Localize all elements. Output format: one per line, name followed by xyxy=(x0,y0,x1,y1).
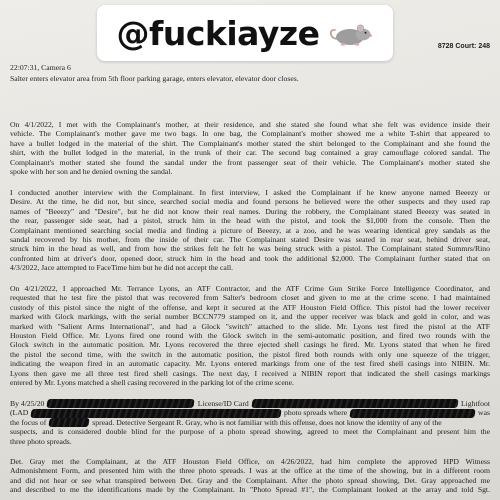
paragraph-interview xyxy=(10,188,490,273)
log-entry: Salter enters elevator area from 5th floor parking garage, enters elevator, elevator door closes. xyxy=(10,74,299,83)
text-line: names of "Beeezy" and "Desire", but he did not know their real names. During the robbery, the Complainant stated Beeezy was seated in xyxy=(10,206,490,216)
text-line: On 4/1/2022, I met with the Complainant's mother, at their residence, and she stated she found what she felt was evidence inside their xyxy=(10,120,490,129)
paragraph-photo-spread-redacted xyxy=(10,399,490,446)
watermark-banner xyxy=(97,5,393,61)
text-line: Det. Gray met the Complainant, at the ATF Houston Field Office, on 4/26/2022, had him complete the approved HPD Witness xyxy=(10,457,490,466)
text-line: Lyons then gave me all three test fired shell casings. The next day, I received a NIBIN report that indicated the shell casings markings xyxy=(10,368,490,378)
text-line: On 4/21/2022, I approached Mr. Terrance Lyons, an ATF Contractor, and the ATF Crime Gun Strike Force Intelligence Coordinator, and xyxy=(10,284,490,293)
text-fragment: License/ID Card xyxy=(197,399,249,408)
text-line: suspects, and is considered double blind for the purpose of a photo spread showing, agreed to meet the Complainant and present him the xyxy=(10,427,490,437)
text-line: marked with Glock markings, with the serial number BCCN779 stamped on it, and the upper receiver was black and gold in color, and was xyxy=(10,312,490,322)
redaction-mark xyxy=(350,409,476,418)
text-line: entered by Mr. Lyons matched a shell casing recovered in the parking lot of the crime scene. xyxy=(10,377,294,387)
redaction-mark xyxy=(31,409,282,418)
text-line: have a bullet lodged in the material of the shirt. The Complainant's mother stated the shirt belonged to the Complainant and she found the xyxy=(10,138,490,148)
text-fragment: was xyxy=(478,408,490,418)
text-line: and did not hear or see what transpired between Det. Gray and the Complainant. After the photo spread showing, Det. Gray approached me xyxy=(10,475,490,485)
paragraph-showing xyxy=(10,457,490,495)
text-line: indicating the weapon fired in an automatic capacity. Mr. Lyons entered markings from one of the test fired shell casings into NIBIN. Mr. xyxy=(10,359,490,369)
text-line: Complainant's mother stated she found the sandal under the front passenger seat of their vehicle. The Complainant's mother stated she xyxy=(10,157,490,167)
watermark-handle: @fuckiayze xyxy=(116,13,320,53)
text-line: spoke with her son and he denied owning the sandal. xyxy=(10,166,173,176)
redacted-line xyxy=(10,408,490,417)
text-fragment: (LAD xyxy=(10,408,29,418)
text-line: vehicle. The Complainant's mother gave me two bags. In one bag, the Complainant's mother showed me a white T-shirt that appeared to xyxy=(10,129,490,139)
redaction-mark xyxy=(49,418,90,427)
text-line: Desire. At the time, he did not, but since, searched social media and found persons he believed were the other suspects and they used rap xyxy=(10,197,490,207)
redaction-mark xyxy=(47,399,196,408)
text-line: three photo spreads. xyxy=(10,436,72,446)
case-reference: 8728 Court: 248 xyxy=(437,43,490,50)
text-line: requested that he test fire the pistol that was recovered from Salter's bedroom closet and given to me at the crime scene. I had maintained xyxy=(10,293,490,303)
text-line: sandal recovered by his mother, from the inside of their car. The Complainant stated Desire was seated in rear seat, behind driver seat, xyxy=(10,234,490,244)
rat-icon xyxy=(328,17,374,49)
text-line: struck him in the head as well, and from how the strikes felt he felt he was being struck with a pistol. The Complainant stated Summrs/Rino xyxy=(10,244,490,254)
text-fragment: photo spreads where xyxy=(284,408,348,418)
text-line: Glock switch in the automatic position. Mr. Lyons recovered the three ejected shell casings he fired. Mr. Lyons stated that when he fired xyxy=(10,340,490,350)
text-line: confronted him at driver's door, opened door, struck him in the head and took the additional $2,000. The Complainant further stated that on xyxy=(10,253,490,263)
text-line: and described to me the identifications made by the Complainant. In "Photo Spread #1", the Complainant looked at the array and told Sgt. xyxy=(10,485,490,495)
text-line: the rear, passenger side seat, had a pistol, struck him in the head with the pistol, and took the $1,000 from the console. Then the xyxy=(10,216,490,226)
text-line: marked with "Salient Arms International", and had a Glock "switch" attached to the slide. Mr. Lyons test fired the pistol at the ATF xyxy=(10,321,490,331)
text-fragment: spread. Detective Sergeant R. Gray, who is not familiar with this offense, does not know the identity of any of the xyxy=(92,417,442,427)
text-line: shirt, with the bullet lodged in the material, in the trunk of their car. The second bag contained a gray camouflage colored sandal. The xyxy=(10,148,490,158)
text-line: custody of this pistol since the night of the offense, and kept it secured at the ATF Houston Field Office. This pistol had the lower receiver xyxy=(10,302,490,312)
redacted-line xyxy=(10,399,490,408)
paragraph-evidence xyxy=(10,120,490,176)
redacted-line xyxy=(10,418,490,427)
text-line: the pistol the second time, with the switch in the automatic position, the pistol fired both rounds with only one squeeze of the trigger, xyxy=(10,349,490,359)
text-fragment: Lightfoot xyxy=(460,399,490,408)
text-line: I conducted another interview with the Complainant. In first interview, I asked the Complainant if he knew anyone named Beeezy or xyxy=(10,188,490,197)
text-fragment: the focus of xyxy=(10,417,47,427)
redaction-mark xyxy=(251,399,458,408)
paragraph-test-fire xyxy=(10,284,490,387)
text-line: Admonishment Form, and presented him with the three photo spreads. I was at the office at the time of the showing, but in a different room xyxy=(10,466,490,476)
text-line: 4/3/2022, Jace attempted to FaceTime him but he did not accept the call. xyxy=(10,263,234,273)
text-line: Houston Field Office. Mr. Lyons fired one round with the Glock switch in the semi-automatic position, and fired two rounds with the xyxy=(10,330,490,340)
log-time: 22:07:31, Camera 6 xyxy=(10,63,71,72)
text-line: Complainant mentioned searching social media and finding a picture of Beeezy, at a zoo, and he was wearing identical grey sandals as the xyxy=(10,225,490,235)
text-fragment: By 4/25/20 xyxy=(10,399,45,408)
